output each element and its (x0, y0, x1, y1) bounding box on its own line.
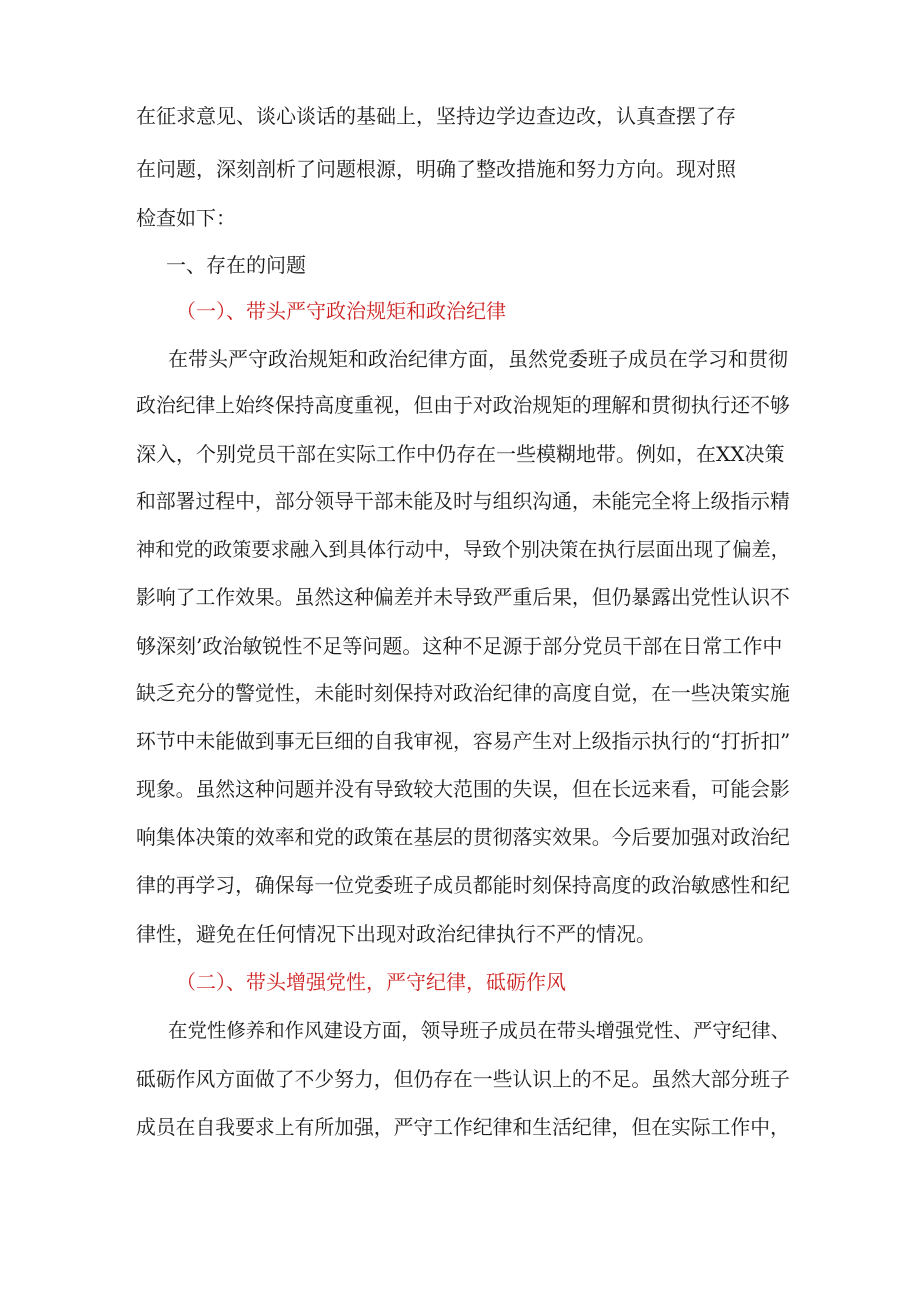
paragraph-1-line-7: 够深刻’政治敏锐性不足等问题。这种不足源于部分党员干部在日常工作中 (136, 634, 783, 658)
paragraph-1-line-11: 响集体决策的效率和党的政策在基层的贯彻落实效果。今后要加强对政治纪 (136, 826, 790, 849)
paragraph-2-line-1: 在党性修养和作风建设方面，领导班子成员在带头增强党性、严守纪律、 (168, 1019, 791, 1042)
paragraph-2-line-2: 砥砺作风方面做了不少努力，但仍存在一些认识上的不足。虽然大部分班子 (136, 1068, 790, 1091)
paragraph-1-line-3: 深入，个别党员干部在实际工作中仍存在一些模糊地带。例如，在XX决策 (136, 442, 785, 466)
paragraph-2-line-3: 成员在自我要求上有所加强，严守工作纪律和生活纪律，但在实际工作中， (136, 1116, 790, 1139)
intro-line-1: 在征求意见、谈心谈话的基础上，坚持边学边查边改，认真查摆了存 (136, 104, 736, 128)
subsection-heading-2: （二）、带头增强党性，严守纪律，砥砺作风 (176, 970, 566, 994)
paragraph-1-line-9: 环节中未能做到事无巨细的自我审视，容易产生对上级指示执行的“打折扣” (136, 730, 791, 753)
subsection-heading-1: （一）、带头严守政治规矩和政治纪律 (176, 299, 506, 323)
paragraph-1-line-5: 神和党的政策要求融入到具体行动中，导致个别决策在执行层面出现了偏差， (136, 538, 790, 561)
paragraph-1-line-12: 律的再学习，确保每一位党委班子成员都能时刻保持高度的政治敏感性和纪 (136, 874, 790, 897)
section-heading: 一、存在的问题 (166, 253, 306, 277)
paragraph-1-line-2: 政治纪律上始终保持高度重视，但由于对政治规矩的理解和贯彻执行还不够 (136, 394, 790, 417)
paragraph-1-line-4: 和部署过程中，部分领导干部未能及时与组织沟通，未能完全将上级指示精 (136, 490, 790, 513)
paragraph-1-line-10: 现象。虽然这种问题并没有导致较大范围的失误，但在长远来看，可能会影 (136, 778, 790, 801)
paragraph-1-line-1: 在带头严守政治规矩和政治纪律方面，虽然党委班子成员在学习和贯彻 (168, 347, 788, 371)
paragraph-1-line-13: 律性，避免在任何情况下出现对政治纪律执行不严的情况。 (136, 922, 656, 946)
paragraph-1-line-8: 缺乏充分的警觉性，未能时刻保持对政治纪律的高度自觉，在一些决策实施 (136, 682, 790, 705)
intro-line-2: 在问题，深刻剖析了问题根源，明确了整改措施和努力方向。现对照 (136, 157, 736, 181)
paragraph-1-line-6: 影响了工作效果。虽然这种偏差并未导致严重后果，但仍暴露出党性认识不 (136, 586, 790, 609)
intro-line-3: 检查如下： (136, 206, 236, 230)
